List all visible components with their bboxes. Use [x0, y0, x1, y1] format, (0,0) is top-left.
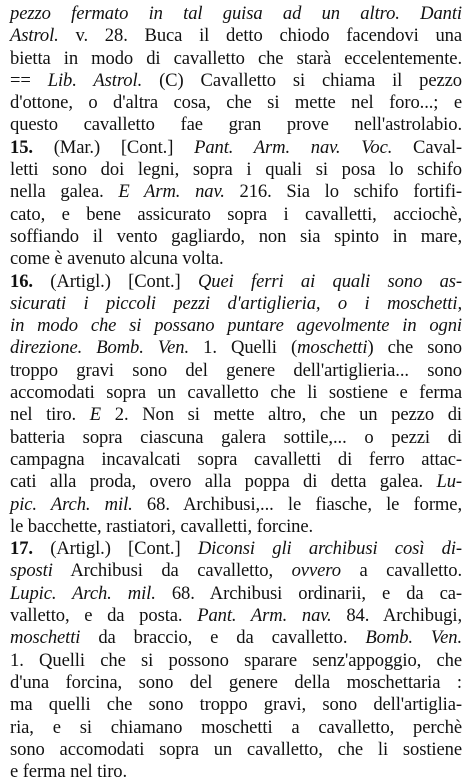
- text-run: (C) Cavalletto si chiama il pezzo: [142, 69, 463, 91]
- text-run: le bacchette, rastiatori, cavalletti, forcine.: [10, 515, 314, 537]
- text-line: [10, 159, 462, 181]
- italic-text: Lupic. Arch. mil.: [10, 582, 156, 604]
- entry-number: 16.: [10, 270, 33, 292]
- text-line: [10, 315, 462, 337]
- text-run: sono accomodati sopra un cavalletto, che li sostiene: [10, 738, 462, 760]
- text-run: troppo gravi sono del genere dell'artiglieria... sono: [10, 359, 462, 381]
- text-line: [10, 672, 462, 694]
- text-run: 216. Sia lo schifo fortifi-: [224, 181, 462, 203]
- italic-text: moschetti: [10, 627, 81, 649]
- text-run: nella galea.: [10, 181, 119, 203]
- text-line: [10, 181, 462, 203]
- text-line: [10, 761, 462, 783]
- text-line: [10, 114, 462, 136]
- text-line: [10, 583, 462, 605]
- italic-text: Pant. Arm. nav. Voc.: [194, 136, 393, 158]
- text-line: [10, 92, 462, 114]
- text-line: [10, 248, 462, 270]
- text-run: 2. Non si mette altro, che un pezzo di: [101, 404, 462, 426]
- italic-text: Lib. Astrol.: [47, 69, 143, 91]
- text-line: [10, 627, 462, 649]
- italic-text: Astrol.: [10, 25, 59, 47]
- text-run: d'una forcina, sono del genere della moschettaria :: [10, 671, 462, 693]
- italic-text: E: [89, 404, 102, 426]
- text-line: [10, 337, 462, 359]
- text-run: (Artigl.) [Cont.]: [32, 270, 198, 292]
- text-line: [10, 560, 462, 582]
- text-line: [10, 650, 462, 672]
- text-run: nel tiro.: [10, 404, 90, 426]
- text-run: (Mar.) [Cont.]: [32, 136, 195, 158]
- italic-text: Bomb. Ven.: [365, 627, 462, 649]
- italic-text: Quei ferri ai quali sono as-: [197, 270, 463, 292]
- text-run: 68. Archibusi,... le fiasche, le forme,: [132, 493, 462, 515]
- text-line: [10, 70, 462, 92]
- text-run: 1. Quelli che si possono sparare senz'appoggio, che: [10, 649, 462, 671]
- text-run: come è avenuto alcuna volta.: [10, 248, 224, 270]
- text-run: ) che sono: [367, 337, 463, 359]
- text-run: questo cavalletto fae gran prove nell'astrolabio.: [10, 114, 462, 136]
- text-run: Caval-: [392, 136, 462, 158]
- text-run: ==: [10, 69, 48, 91]
- italic-text: direzione. Bomb. Ven.: [10, 337, 190, 359]
- text-run: ma quelli che sono troppo gravi, sono dell'artiglia-: [10, 694, 462, 716]
- text-run: bietta in modo di cavalletto che starà eccelentemente.: [10, 47, 462, 69]
- entry-number: 17.: [10, 538, 33, 560]
- text-line: [10, 25, 462, 47]
- text-run: letti sono doi legni, sopra i quali si posa lo schifo: [10, 159, 462, 181]
- italic-text: Pant. Arm. nav.: [197, 605, 332, 627]
- text-line: [10, 382, 462, 404]
- text-line: [10, 271, 462, 293]
- text-run: (Artigl.) [Cont.]: [32, 538, 198, 560]
- text-run: ria, e si chiamano moschetti a cavalletto, perchè: [10, 716, 462, 738]
- text-run: cati alla proda, overo alla poppa di detta galea.: [10, 471, 437, 493]
- text-line: [10, 3, 462, 25]
- text-line: [10, 494, 462, 516]
- text-run: 1. Quelli (: [189, 337, 298, 359]
- text-run: valletto, e da posta.: [10, 605, 198, 627]
- text-run: da braccio, e da cavalletto.: [80, 627, 366, 649]
- italic-text: moschetti: [297, 337, 368, 359]
- text-run: 84. Archibugi,: [331, 605, 462, 627]
- text-line: [10, 137, 462, 159]
- italic-text: pic. Arch. mil.: [10, 493, 133, 515]
- text-line: [10, 427, 462, 449]
- italic-text: Lu-: [436, 471, 462, 493]
- text-line: [10, 48, 462, 70]
- text-run: v. 28. Buca il detto chiodo facendovi una: [58, 25, 462, 47]
- italic-text: sposti: [10, 560, 53, 582]
- text-line: [10, 717, 462, 739]
- text-line: [10, 360, 462, 382]
- entry-number: 15.: [10, 136, 33, 158]
- text-line: [10, 404, 462, 426]
- text-line: [10, 204, 462, 226]
- italic-text: E Arm. nav.: [118, 181, 225, 203]
- text-run: d'ottone, o d'altra cosa, che si mette nel foro...; e: [10, 92, 462, 114]
- text-run: a cavalletto.: [340, 560, 462, 582]
- text-line: [10, 516, 462, 538]
- text-run: Archibusi da cavalletto,: [52, 560, 292, 582]
- text-line: [10, 449, 462, 471]
- text-run: 68. Archibusi ordinarii, e da ca-: [155, 582, 462, 604]
- text-run: accomodati sopra un cavalletto che li sostiene e ferma: [10, 382, 462, 404]
- italic-text: ovvero: [291, 560, 341, 582]
- text-run: soffiando il vento gagliardo, non sia spinto in mare,: [10, 225, 462, 247]
- italic-text: pezzo fermato in tal guisa ad un altro. Danti: [10, 3, 462, 24]
- text-run: campagna incavalcati sopra cavalletti di ferro attac-: [10, 448, 462, 470]
- italic-text: sicurati i piccoli pezzi d'artiglieria, o i moschetti,: [10, 292, 462, 314]
- text-run: batteria sopra ciascuna galera sottile,... o pezzi di: [10, 426, 462, 448]
- text-line: [10, 694, 462, 716]
- text-line: [10, 226, 462, 248]
- text-run: cato, e bene assicurato sopra i cavalletti, acciochè,: [10, 203, 462, 225]
- italic-text: in modo che si possano puntare agevolmente in ogni: [10, 315, 462, 337]
- text-run: e ferma nel tiro.: [10, 761, 128, 783]
- text-line: [10, 293, 462, 315]
- text-line: [10, 739, 462, 761]
- italic-text: Diconsi gli archibusi così di-: [197, 538, 462, 560]
- text-line: [10, 605, 462, 627]
- dictionary-page-text: [10, 3, 462, 783]
- text-line: [10, 471, 462, 493]
- text-line: [10, 538, 462, 560]
